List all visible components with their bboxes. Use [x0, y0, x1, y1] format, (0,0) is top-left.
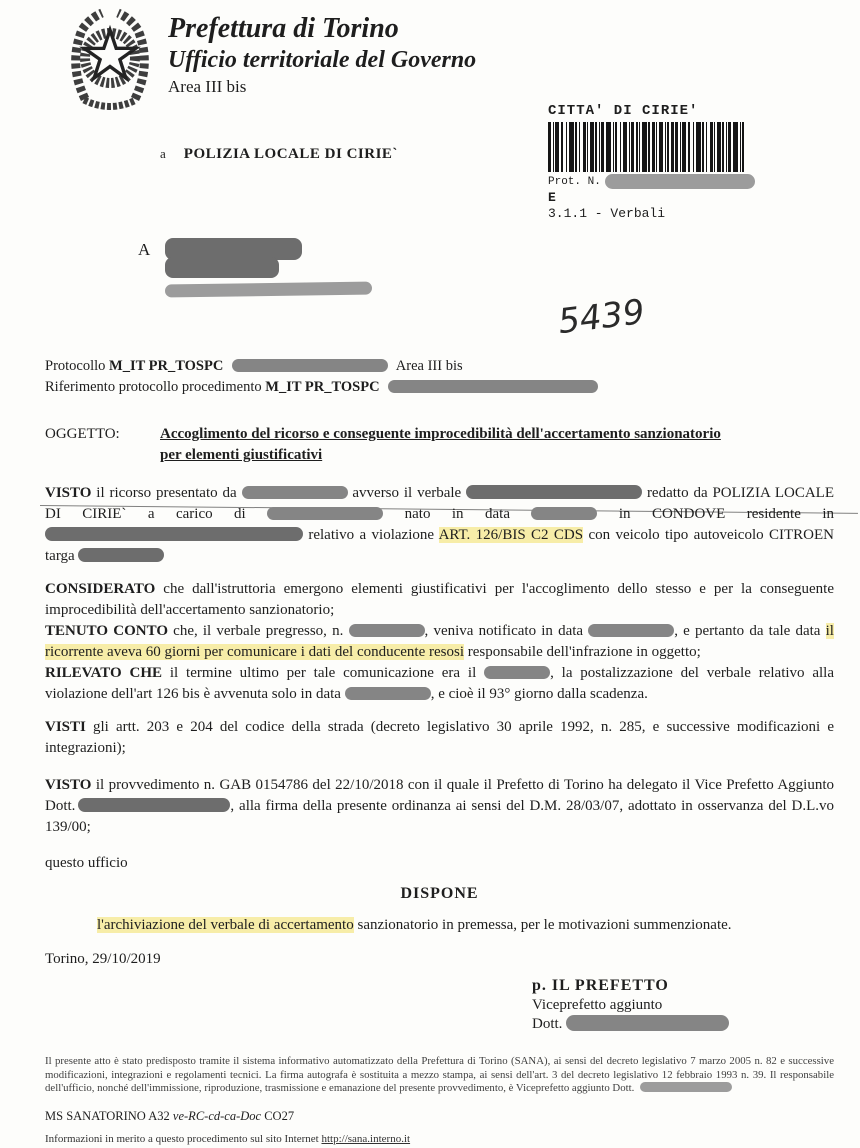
address-redactions	[165, 238, 372, 296]
text-segment: sanzionatorio in premessa, per le motivazioni summenzionate.	[353, 917, 732, 933]
handwritten-note	[552, 288, 652, 349]
text-segment: il provvedimento n. GAB 0154786 del 22/10/2018 con il quale il Prefetto di Torino ha delegato il Vice Prefetto Aggiunto Dott.	[45, 777, 834, 814]
keyword: TENUTO CONTO	[45, 623, 168, 639]
redaction-bar	[267, 507, 383, 520]
text-segment: il ricorso presentato da	[91, 485, 242, 501]
protocol-lines	[45, 356, 835, 398]
text-segment: che dall'istruttoria emergono elementi giustificativi per l'accoglimento dello stesso e per la conseguente improcedibilità dell'accertamento sanzionatorio;	[45, 581, 834, 618]
info-text: Informazioni in merito a questo procedimento sul sito Internet	[45, 1132, 322, 1145]
stamp-city: CITTA' DI CIRIE'	[548, 103, 699, 119]
dispone-heading: DISPONE	[400, 885, 479, 902]
signature-block	[532, 975, 834, 1034]
protocol-label: Protocollo	[45, 358, 106, 374]
keyword: VISTO	[45, 485, 92, 501]
signature-name-prefix: Dott.	[532, 1016, 563, 1032]
keyword: VISTI	[45, 719, 86, 735]
doc-code-prefix: MS SANATORINO A32	[45, 1108, 173, 1123]
signature-role: Viceprefetto aggiunto	[532, 997, 663, 1013]
letterhead	[168, 12, 476, 98]
subject-label: OGGETTO:	[45, 426, 120, 442]
barcode-icon	[548, 122, 744, 172]
redaction-bar	[484, 666, 550, 679]
paragraph-visti	[45, 717, 834, 759]
text-segment: che, il verbale pregresso, n.	[167, 623, 349, 639]
letterhead-area: Area III bis	[168, 77, 247, 96]
text-segment: nato in data	[383, 506, 532, 522]
paragraph-questo-ufficio: questo ufficio	[45, 855, 128, 871]
doc-code-suffix: CO27	[261, 1108, 295, 1123]
protocol-area: Area III bis	[395, 358, 463, 374]
redaction-bar	[566, 1015, 729, 1031]
highlighted-text: ART. 126/BIS C2 CDS	[438, 527, 584, 543]
fine-print-text: Il presente atto è stato predisposto tramite il sistema informativo automatizzato della Prefettura di Torino (SANA), ai sensi del decreto legislativo 7 marzo 2005 n. 82 e successive modificazioni, integrazioni e regolamenti tecnici. La firma autografa è sostituita a mezzo stampa, ai sensi dell'art. 3 del decreto legislativo 12 febbraio 1993 n. 39. Il responsabile dell'ufficio, nonché dell'immissione, riproduzione, trasmissione e emanazione del presente provvedimento, è Viceprefetto aggiunto Dott.	[45, 1055, 834, 1094]
redaction-bar	[349, 624, 425, 637]
italian-republic-emblem-icon	[58, 6, 162, 114]
text-segment: relativo a violazione	[303, 527, 439, 543]
recipient-prefix: a	[160, 146, 166, 161]
redaction-bar	[345, 687, 431, 700]
text-segment: redatto da POLIZIA LOCALE DI CIRIE` a carico di	[45, 485, 834, 522]
redaction-bar	[466, 485, 642, 499]
letterhead-title: Prefettura di Torino	[168, 13, 399, 44]
signature-name	[532, 1015, 834, 1034]
keyword: CONSIDERATO	[45, 581, 156, 597]
paragraph-dispone-body	[45, 915, 834, 936]
info-line	[45, 1129, 834, 1148]
redaction-bar	[605, 174, 755, 189]
redaction-bar	[78, 798, 230, 812]
recipient-name: POLIZIA LOCALE DI CIRIE`	[183, 146, 398, 162]
paragraph-visto-2	[45, 775, 834, 838]
text-segment: gli artt. 203 e 204 del codice della strada (decreto legislativo 30 aprile 1992, n. 285, e successive modificazioni e integrazioni);	[45, 719, 834, 756]
text-segment: responsabile dell'infrazione in oggetto;	[464, 644, 701, 660]
protocol-line-1	[45, 356, 835, 377]
paragraph-rilevato	[45, 663, 834, 705]
recipient-line	[160, 146, 398, 163]
text-segment: , e cioè il 93° giorno dalla scadenza.	[430, 686, 648, 702]
sana-website-link[interactable]: http://sana.interno.it	[321, 1132, 411, 1145]
subject-line-1: Accoglimento del ricorso e conseguente improcedibilità dell'accertamento sanzionatorio	[160, 426, 721, 442]
legal-fine-print	[45, 1055, 834, 1096]
highlighted-text: l'archiviazione del verbale di accertamento	[97, 917, 354, 933]
stamp-e: E	[548, 190, 556, 205]
subject-text	[160, 424, 721, 466]
letterhead-subtitle: Ufficio territoriale del Governo	[168, 47, 477, 73]
redaction-bar	[78, 548, 164, 562]
keyword: VISTO	[45, 777, 92, 793]
subject-row	[45, 424, 834, 466]
address-prefix: A	[138, 240, 151, 259]
redaction-bar	[165, 282, 372, 298]
text-segment: avverso il verbale	[347, 485, 467, 501]
paragraph-visto-1	[45, 483, 834, 567]
text-segment: , alla firma della presente ordinanza ai sensi del D.M. 28/03/07, adottato in osservanza del D.L.vo 139/00;	[45, 798, 834, 835]
text-segment: in CONDOVE residente in	[597, 506, 834, 522]
paragraph-tenuto-conto	[45, 621, 834, 663]
text-segment: il termine ultimo per tale comunicazione era il	[162, 665, 485, 681]
protocol-ref-code: M_IT PR_TOSPC	[265, 379, 380, 395]
doc-code-italic: ve-RC-cd-ca-Doc	[172, 1108, 262, 1123]
highlighted-text: il ricorrente aveva 60 giorni per comunicare i dati del conducente resosi	[45, 623, 834, 660]
document-code-line	[45, 1106, 834, 1127]
document-body	[45, 424, 834, 1148]
address-block	[138, 240, 150, 260]
signature-title: p. IL PREFETTO	[532, 977, 669, 994]
text-segment: , veniva notificato in data	[424, 623, 589, 639]
handwritten-number-text: 5439	[556, 291, 647, 343]
protocol-ref-label: Riferimento protocollo procedimento	[45, 379, 262, 395]
considerato-block	[45, 579, 834, 705]
text-segment: , e pertanto da tale data	[674, 623, 826, 639]
text-segment: con veicolo tipo autoveicolo CITROEN targa	[45, 527, 834, 564]
redaction-bar	[242, 486, 348, 499]
redaction-bar	[232, 359, 388, 372]
redaction-bar	[640, 1082, 732, 1092]
protocol-stamp	[548, 103, 778, 221]
prot-number-label: Prot. N.	[548, 175, 601, 188]
redaction-bar	[388, 380, 598, 393]
date-line: Torino, 29/10/2019	[45, 951, 161, 967]
paragraph-considerato	[45, 579, 834, 621]
stamp-classification: 3.1.1 - Verbali	[548, 206, 666, 221]
protocol-code: M_IT PR_TOSPC	[109, 358, 224, 374]
redaction-bar	[588, 624, 674, 637]
keyword: RILEVATO CHE	[45, 665, 163, 681]
redaction-bar	[45, 527, 303, 541]
protocol-line-2	[45, 377, 835, 398]
text-segment: , la postalizzazione del verbale relativo alla violazione dell'art 126 bis è avvenuta solo in data	[45, 665, 835, 702]
redaction-bar	[165, 257, 279, 278]
redaction-bar	[531, 507, 597, 520]
subject-line-2: per elementi giustificativi	[160, 447, 323, 463]
